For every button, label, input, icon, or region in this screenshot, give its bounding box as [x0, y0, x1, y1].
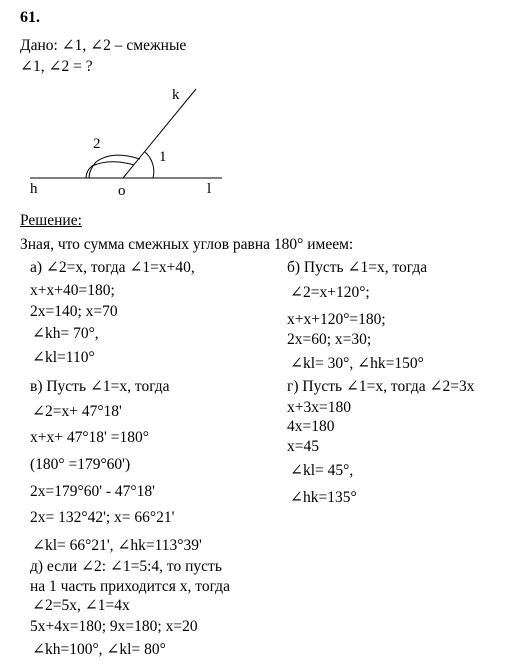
label-l: l — [207, 181, 212, 197]
part-v-line: (180° =179°60') — [30, 456, 131, 473]
part-b-line: ∠2=x+120°; — [290, 284, 370, 301]
part-a-line: 2x=140; x=70 — [30, 303, 118, 320]
problem-number: 61. — [20, 9, 40, 26]
label-h: h — [30, 181, 38, 197]
part-v-line: 2x=179°60' - 47°18' — [30, 483, 155, 500]
part-b-line: 2x=60; x=30; — [287, 331, 372, 348]
part-b-line: x+x+120°=180; — [287, 311, 386, 328]
part-a-line: x+x+40=180; — [30, 282, 115, 299]
part-d-line: ∠2=5x, ∠1=4x — [32, 597, 130, 614]
label-k: k — [172, 87, 180, 103]
part-v-line: в) Пусть ∠1=x, тогда — [30, 378, 170, 395]
part-a-line: ∠kl=110° — [32, 349, 95, 366]
part-g-line: ∠kl= 45°, — [290, 462, 354, 479]
part-b-line: ∠kl= 30°, ∠hk=150° — [290, 355, 424, 372]
part-v-line: ∠2=x+ 47°18' — [32, 403, 122, 420]
part-d-line: д) если ∠2: ∠1=5:4, то пусть — [30, 558, 222, 575]
part-b-line: б) Пусть ∠1=x, тогда — [287, 259, 428, 276]
part-v-line: 2x= 132°42'; x= 66°21' — [30, 509, 175, 526]
label-o: o — [118, 183, 126, 199]
part-g-line: ∠hk=135° — [290, 489, 357, 506]
label-angle-2: 2 — [93, 136, 101, 152]
part-g-line: x+3x=180 — [287, 399, 351, 416]
arc-angle-2 — [86, 162, 134, 178]
given-line-2: ∠1, ∠2 = ? — [20, 58, 93, 75]
part-d-line: 5x+4x=180; 9x=180; x=20 — [30, 618, 198, 635]
part-v-line: ∠kl= 66°21', ∠hk=113°39' — [32, 537, 202, 554]
part-v-line: x+x+ 47°18' =180° — [30, 429, 149, 446]
part-g-line: 4x=180 — [287, 418, 335, 435]
given-line-1: Дано: ∠1, ∠2 – смежные — [20, 37, 187, 54]
solution-heading: Решение: — [20, 212, 82, 229]
label-angle-1: 1 — [159, 149, 167, 165]
intro-line: Зная, что сумма смежных углов равна 180° имеем: — [20, 236, 354, 253]
part-a-line: а) ∠2=x, тогда ∠1=x+40, — [30, 259, 195, 276]
part-d-line: ∠kh=100°, ∠kl= 80° — [32, 641, 166, 658]
part-a-line: ∠kh= 70°, — [32, 325, 99, 342]
part-g-line: x=45 — [287, 438, 319, 455]
part-d-line: на 1 часть приходится x, тогда — [30, 578, 230, 595]
part-g-line: г) Пусть ∠1=x, тогда ∠2=3x — [287, 378, 475, 395]
arc-angle-1 — [145, 152, 154, 178]
